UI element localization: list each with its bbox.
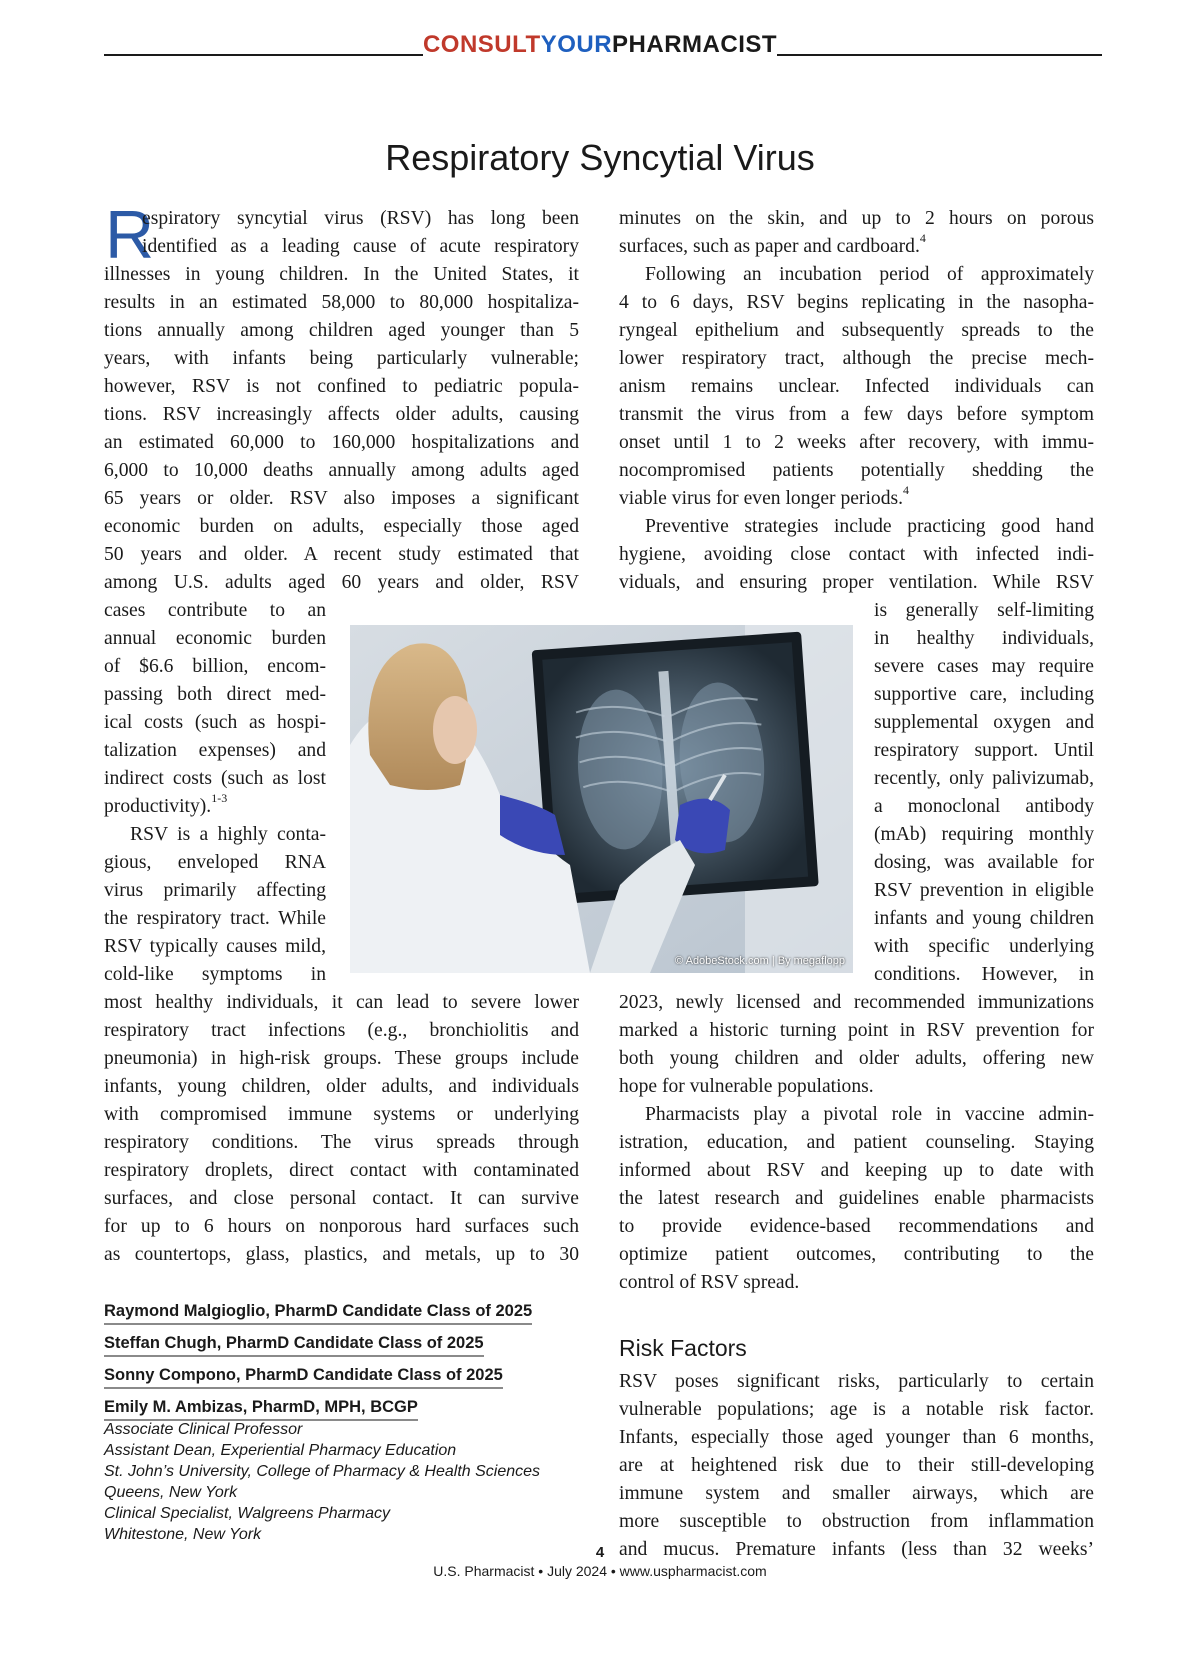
text-line: results in an estimated 58,000 to 80,000 hospitaliza- [104, 292, 579, 313]
logo-your: YOUR [540, 31, 613, 58]
text-line: with specific underlying [874, 936, 1094, 957]
author-line: Steffan Chugh, PharmD Candidate Class of 2025 [104, 1332, 484, 1357]
text-line: nocompromised patients potentially shedding the [619, 460, 1094, 481]
text-line: hygiene, avoiding close contact with infected indi- [619, 544, 1094, 565]
text-line: informed about RSV and keeping up to date with [619, 1160, 1094, 1181]
text-line: Infants, especially those aged younger than 6 months, [619, 1427, 1094, 1448]
text-line-with-ref [619, 233, 1094, 261]
text-line: supportive care, including [874, 684, 1094, 705]
text-line: RSV poses significant risks, particularly to certain [619, 1371, 1094, 1392]
text-line: among U.S. adults aged 60 years and older, RSV [104, 572, 579, 593]
text-line: espiratory syncytial virus (RSV) has long been [142, 208, 579, 229]
text-line: viduals, and ensuring proper ventilation. While RSV [619, 572, 1094, 593]
text-line: optimize patient outcomes, contributing to the [619, 1244, 1094, 1265]
photo-credit: © AdobeStock.com | By megaflopp [675, 955, 845, 967]
text-line: hope for vulnerable populations. [619, 1076, 874, 1097]
text-line: anism remains unclear. Infected individuals can [619, 376, 1094, 397]
text-line: of $6.6 billion, encom- [104, 656, 326, 677]
text-line: respiratory support. Until [874, 740, 1094, 761]
logo-pharmacist: PHARMACIST [612, 31, 778, 58]
text-line: a monoclonal antibody [874, 796, 1094, 817]
text-line: marked a historic turning point in RSV prevention for [619, 1020, 1094, 1041]
text-line: an estimated 60,000 to 160,000 hospitalizations and [104, 432, 579, 453]
drop-cap: R [105, 197, 155, 273]
text-line: Preventive strategies include practicing good hand [645, 516, 1094, 537]
text-line: the respiratory tract. While [104, 908, 326, 929]
text-line: pneumonia) in high-risk groups. These groups include [104, 1048, 579, 1069]
author-line: Emily M. Ambizas, PharmD, MPH, BCGP [104, 1396, 418, 1421]
text-line: for up to 6 hours on nonporous hard surfaces such [104, 1216, 579, 1237]
text-line: RSV is a highly conta- [130, 824, 326, 845]
text-line: respiratory tract infections (e.g., bronchiolitis and [104, 1020, 579, 1041]
text-line: surfaces, and close personal contact. It can survive [104, 1188, 579, 1209]
text-line: more susceptible to obstruction from inflammation [619, 1511, 1094, 1532]
text-line: and mucus. Premature infants (less than 32 weeks’ [619, 1539, 1094, 1560]
publication-footer: U.S. Pharmacist • July 2024 • www.uspharmacist.com [433, 1563, 767, 1579]
text-line-with-ref [619, 485, 1094, 513]
text-line: ical costs (such as hospi- [104, 712, 326, 733]
text-line: 50 years and older. A recent study estimated that [104, 544, 579, 565]
text-line: conditions. However, in [874, 964, 1094, 985]
article-title: Respiratory Syncytial Virus [385, 137, 815, 178]
text-line: lower respiratory tract, although the precise mech- [619, 348, 1094, 369]
text-line: talization expenses) and [104, 740, 326, 761]
section-logo [0, 31, 1200, 59]
affiliation-line: Clinical Specialist, Walgreens Pharmacy [104, 1505, 391, 1522]
text-line: however, RSV is not confined to pediatric popula- [104, 376, 579, 397]
author-line: Raymond Malgioglio, PharmD Candidate Class of 2025 [104, 1300, 532, 1325]
text-line: indirect costs (such as lost [104, 768, 326, 789]
affiliation-line: Queens, New York [104, 1484, 238, 1501]
text-line: vulnerable populations; age is a notable risk factor. [619, 1399, 1094, 1420]
text-line: RSV prevention in eligible [874, 880, 1094, 901]
affiliation-line: Associate Clinical Professor [104, 1421, 303, 1438]
text-line-with-ref [104, 793, 326, 821]
text-line: RSV typically causes mild, [104, 936, 326, 957]
text-fragment: productivity). [104, 796, 212, 817]
text-line: to provide evidence-based recommendations and [619, 1216, 1094, 1237]
text-line: transmit the virus from a few days before symptom [619, 404, 1094, 425]
text-line: economic burden on adults, especially those aged [104, 516, 579, 537]
article-photo [350, 625, 853, 973]
text-line: dosing, was available for [874, 852, 1094, 873]
text-fragment: surfaces, such as paper and cardboard. [619, 236, 920, 257]
affiliation-line: Whitestone, New York [104, 1526, 262, 1543]
text-line: minutes on the skin, and up to 2 hours on porous [619, 208, 1094, 229]
text-line: infants and young children [874, 908, 1094, 929]
text-line: onset until 1 to 2 weeks after recovery, with immu- [619, 432, 1094, 453]
text-line: illnesses in young children. In the United States, it [104, 264, 579, 285]
text-line: (mAb) requiring monthly [874, 824, 1094, 845]
text-line: 6,000 to 10,000 deaths annually among adults aged [104, 460, 579, 481]
text-line: most healthy individuals, it can lead to severe lower [104, 992, 579, 1013]
text-line: tions annually among children aged younger than 5 [104, 320, 579, 341]
text-line: 65 years or older. RSV also imposes a significant [104, 488, 579, 509]
text-line: recently, only palivizumab, [874, 768, 1094, 789]
text-line: istration, education, and patient counseling. Staying [619, 1132, 1094, 1153]
text-line: supplemental oxygen and [874, 712, 1094, 733]
text-line: Pharmacists play a pivotal role in vaccine admin- [645, 1104, 1094, 1125]
author-line: Sonny Compono, PharmD Candidate Class of 2025 [104, 1364, 503, 1389]
text-line: are at heightened risk due to their still-developing [619, 1455, 1094, 1476]
text-line: both young children and older adults, offering new [619, 1048, 1094, 1069]
text-line: Following an incubation period of approximately [645, 264, 1094, 285]
text-line: infants, young children, older adults, and individuals [104, 1076, 579, 1097]
text-fragment: viable virus for even longer periods. [619, 488, 904, 509]
text-line: 2023, newly licensed and recommended immunizations [619, 992, 1094, 1013]
text-line: respiratory conditions. The virus spreads through [104, 1132, 579, 1153]
text-line: virus primarily affecting [104, 880, 326, 901]
reference-marker: 4 [903, 483, 910, 498]
text-line: in healthy individuals, [874, 628, 1094, 649]
text-line: gious, enveloped RNA [104, 852, 326, 873]
logo-consult: CONSULT [422, 31, 541, 58]
text-line: tions. RSV increasingly affects older adults, causing [104, 404, 579, 425]
affiliation-line: St. John’s University, College of Pharmacy & Health Sciences [104, 1463, 541, 1480]
text-line: as countertops, glass, plastics, and metals, up to 30 [104, 1244, 579, 1265]
text-line: years, with infants being particularly vulnerable; [104, 348, 579, 369]
text-line: is generally self-limiting [874, 600, 1094, 621]
text-line: control of RSV spread. [619, 1272, 800, 1293]
text-line: annual economic burden [104, 628, 326, 649]
page-number: 4 [595, 1544, 605, 1561]
xray-photo-illustration [350, 625, 853, 973]
text-line: 4 to 6 days, RSV begins replicating in the nasopha- [619, 292, 1094, 313]
text-line: immune system and smaller airways, which are [619, 1483, 1094, 1504]
text-line: identified as a leading cause of acute respiratory [142, 236, 579, 257]
text-line: cases contribute to an [104, 600, 326, 621]
text-line: the latest research and guidelines enable pharmacists [619, 1188, 1094, 1209]
text-line: ryngeal epithelium and subsequently spreads to the [619, 320, 1094, 341]
text-line: cold-like symptoms in [104, 964, 326, 985]
reference-marker: 1-3 [211, 791, 228, 806]
text-line: with compromised immune systems or underlying [104, 1104, 579, 1125]
section-heading-risk-factors: Risk Factors [619, 1335, 747, 1361]
text-line: severe cases may require [874, 656, 1094, 677]
text-line: passing both direct med- [104, 684, 326, 705]
affiliation-line: Assistant Dean, Experiential Pharmacy Education [104, 1442, 457, 1459]
text-line: respiratory droplets, direct contact with contaminated [104, 1160, 579, 1181]
reference-marker: 4 [919, 231, 926, 246]
